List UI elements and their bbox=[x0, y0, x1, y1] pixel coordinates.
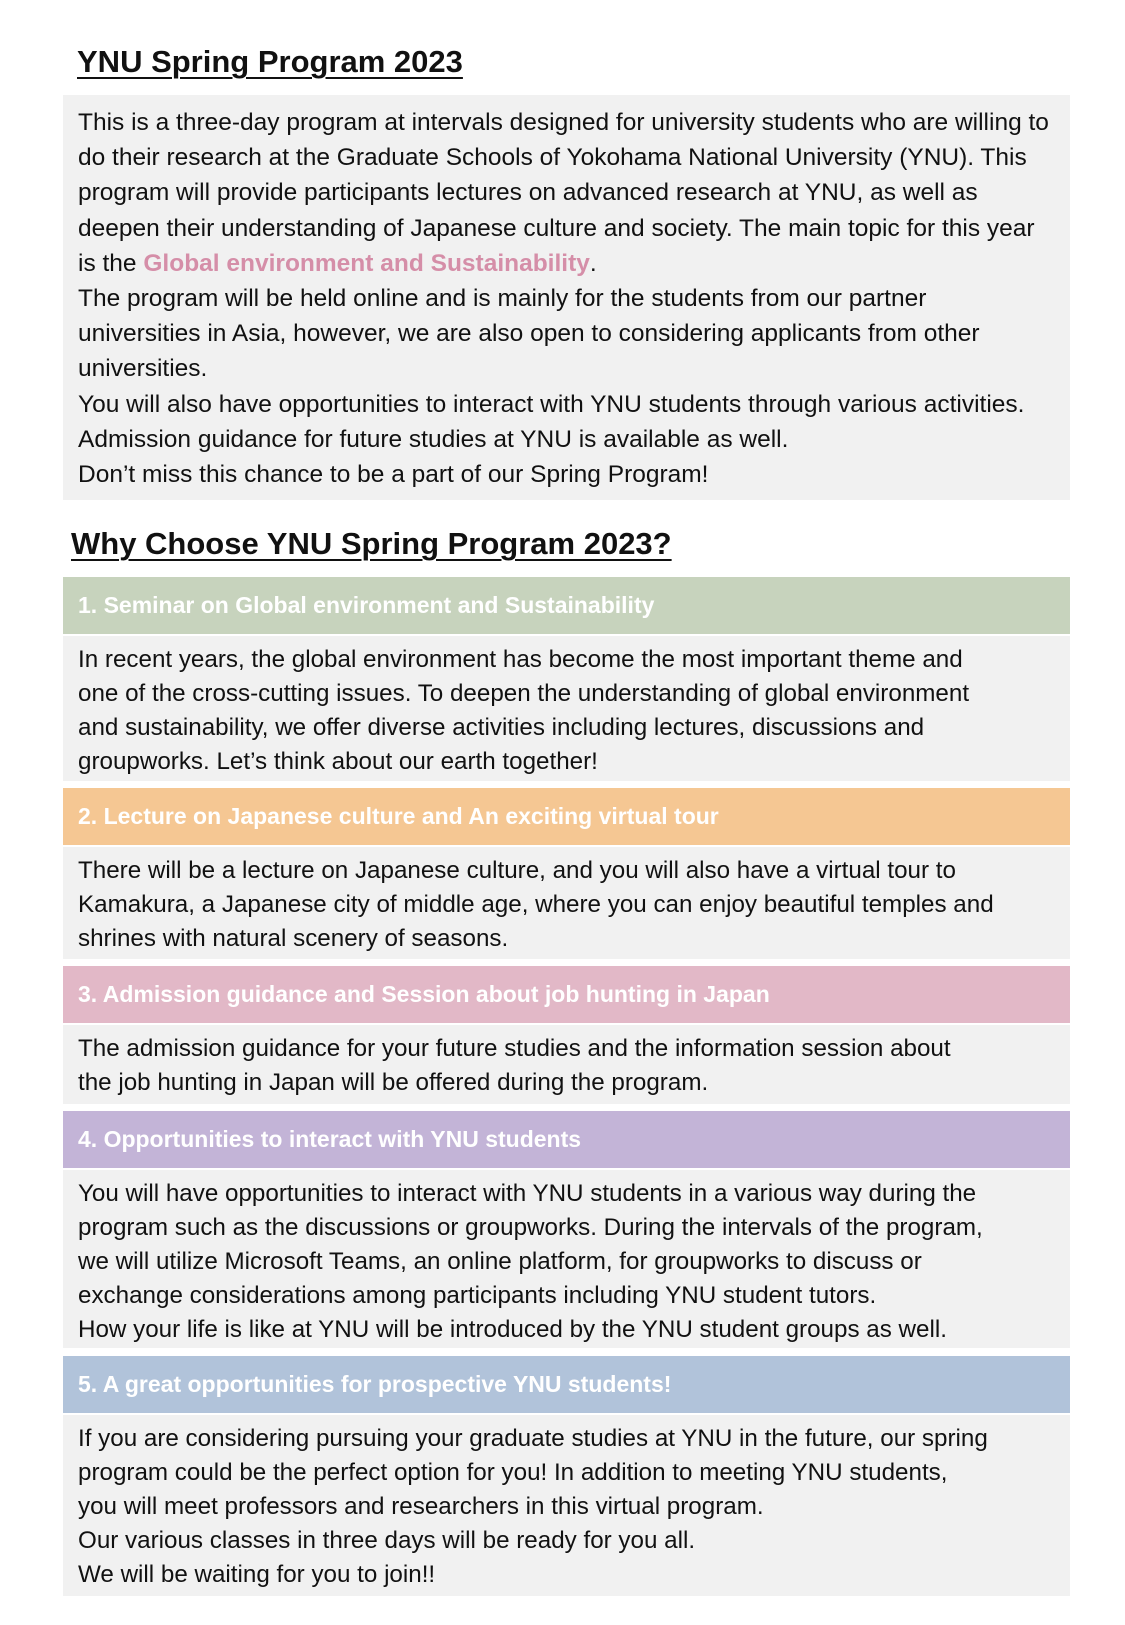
section-text-line: We will be waiting for you to join!! bbox=[78, 1561, 436, 1588]
section-heading-2: 2. Lecture on Japanese culture and An exciting virtual tour bbox=[63, 788, 1070, 845]
section-text-line: Kamakura, a Japanese city of middle age, where you can enjoy beautiful temples and bbox=[78, 891, 994, 918]
section-text-line: we will utilize Microsoft Teams, an online platform, for groupworks to discuss or bbox=[78, 1248, 922, 1275]
section-text-line: you will meet professors and researchers in this virtual program. bbox=[78, 1493, 764, 1520]
section-body-4 bbox=[63, 1170, 1070, 1348]
intro-paragraph-4: Don’t miss this chance to be a part of our Spring Program! bbox=[78, 461, 709, 489]
section-text-line: shrines with natural scenery of seasons. bbox=[78, 925, 509, 952]
section-text-line: How your life is like at YNU will be introduced by the YNU student groups as well. bbox=[78, 1316, 947, 1343]
section-text-line: If you are considering pursuing your graduate studies at YNU in the future, our spring bbox=[78, 1425, 988, 1452]
section-text-line: Our various classes in three days will be ready for you all. bbox=[78, 1527, 696, 1554]
section-text-line: In recent years, the global environment has become the most important theme and bbox=[78, 646, 963, 673]
section-body-5 bbox=[63, 1415, 1070, 1596]
section-text-line: groupworks. Let’s think about our earth together! bbox=[78, 748, 598, 775]
section-text-line: There will be a lecture on Japanese culture, and you will also have a virtual tour to bbox=[78, 857, 956, 884]
section-heading-1: 1. Seminar on Global environment and Sustainability bbox=[63, 577, 1070, 634]
topic-highlight: Global environment and Sustainability bbox=[143, 249, 590, 277]
page-title: YNU Spring Program 2023 bbox=[77, 44, 463, 79]
section-text-line: one of the cross-cutting issues. To deepen the understanding of global environment bbox=[78, 680, 970, 707]
why-choose-title: Why Choose YNU Spring Program 2023? bbox=[71, 526, 672, 561]
section-heading-4: 4. Opportunities to interact with YNU students bbox=[63, 1111, 1070, 1168]
section-text-line: The admission guidance for your future studies and the information session about bbox=[78, 1035, 951, 1062]
section-body-3 bbox=[63, 1025, 1070, 1104]
section-body-1 bbox=[63, 636, 1070, 781]
section-heading-3: 3. Admission guidance and Session about job hunting in Japan bbox=[63, 966, 1070, 1023]
section-text-line: exchange considerations among participants including YNU student tutors. bbox=[78, 1282, 877, 1309]
intro-box bbox=[63, 95, 1070, 500]
intro-text: This is a three-day program at intervals designed for university students who are willing to do their research at the Graduate Schools of Yokohama National University (YNU). This program will provide participants lectures on advanced research at YNU, as well as deepen their understanding of Japanese culture and society. The main topic for this year is the bbox=[78, 109, 1049, 277]
section-text-line: the job hunting in Japan will be offered during the program. bbox=[78, 1069, 709, 1096]
intro-paragraph-3: You will also have opportunities to interact with YNU students through various activities. Admission guidance for future studies at YNU is available as well. bbox=[78, 390, 1025, 453]
intro-paragraph-2: The program will be held online and is mainly for the students from our partner universities in Asia, however, we are also open to considering applicants from other universities. bbox=[78, 285, 980, 383]
section-text-line: program such as the discussions or groupworks. During the intervals of the program, bbox=[78, 1214, 983, 1241]
intro-text-end: . bbox=[589, 249, 597, 277]
section-text-line: You will have opportunities to interact with YNU students in a various way during the bbox=[78, 1180, 977, 1207]
section-body-2 bbox=[63, 847, 1070, 959]
intro-paragraph-1 bbox=[78, 105, 1055, 281]
section-text-line: program could be the perfect option for you! In addition to meeting YNU students, bbox=[78, 1459, 948, 1486]
section-text-line: and sustainability, we offer diverse activities including lectures, discussions and bbox=[78, 714, 925, 741]
section-heading-5: 5. A great opportunities for prospective YNU students! bbox=[63, 1356, 1070, 1413]
